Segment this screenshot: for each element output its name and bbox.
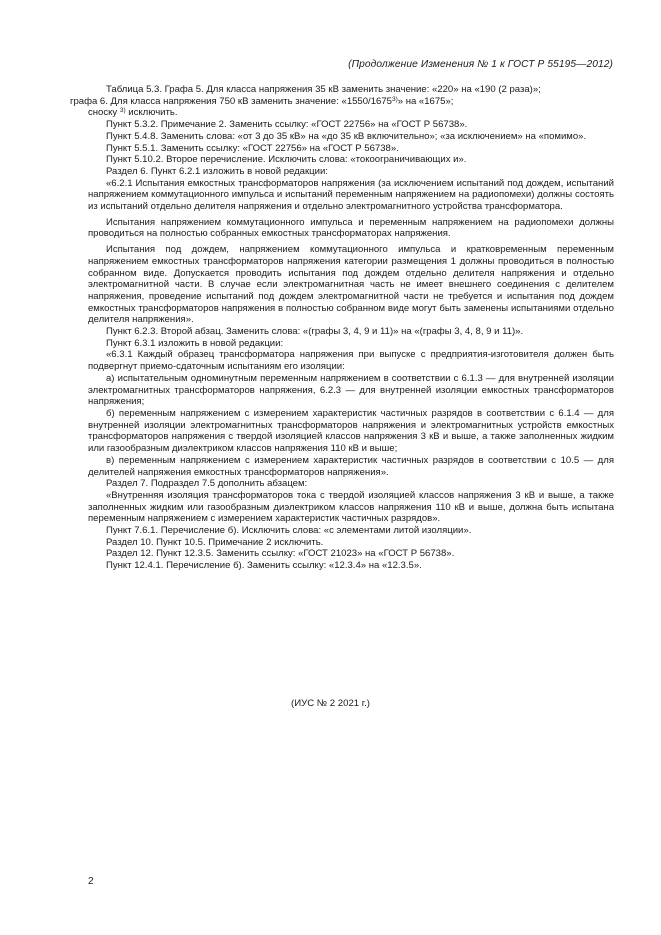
paragraph: «Внутренняя изоляция трансформаторов тока с твердой изоляцией классов напряжения 3 кВ и выше, а также заполненных жидким или газообразным диэлектриком классов напряжения 110 кВ и выше, должна быть испытана переменным напряжением с измерением характеристик частичных разрядов». <box>88 489 614 525</box>
paragraph: «6.2.1 Испытания емкостных трансформаторов напряжения (за исключением испытаний под дождем, испытаний напряжением коммутационного импульса и испытаний переменным напряжением на радиопомехи) должны состоять из испытаний отдельно делителя напряжения и отдельно электромагнитного устройства трансформатора. <box>88 177 614 213</box>
list-item-c: в) переменным напряжением с измерением характеристик частичных разрядов в соответствии с 10.5 — для делителей напряжения емкостных трансформаторов напряжения». <box>88 454 614 478</box>
list-item-b: б) переменным напряжением с измерением характеристик частичных разрядов в соответствии с 6.1.4 — для внутренней изоляции электромагнитных трансформаторов напряжения и электромагнитных устройств емкостных трансформаторов напряжения с твердой изоляцией классов напряжения 3 кВ и выше, а также заполненных жидким или газообразным диэлектриком классов напряжения 110 кВ и выше; <box>88 407 614 455</box>
footnote-ref: 3) <box>119 107 126 115</box>
paragraph: Пункт 5.10.2. Второе перечисление. Исключить слова: «токоограничивающих и». <box>106 154 467 166</box>
line-3: сноску $^{3)}$ исключить. <box>88 107 178 119</box>
paragraph: Раздел 6. Пункт 6.2.1 изложить в новой редакции: <box>106 165 328 177</box>
page-number: 2 <box>88 876 94 887</box>
paragraph-table-5-3 <box>70 84 614 119</box>
paragraph: Пункт 5.3.2. Примечание 2. Заменить ссылку: «ГОСТ 22756» на «ГОСТ Р 56738». <box>106 119 468 131</box>
paragraph: Испытания напряжением коммутационного импульса и переменным напряжением на радиопомехи должны проводиться на полностью собранных емкостных трансформаторах напряжения. <box>88 216 614 240</box>
paragraph: Пункт 7.6.1. Перечисление б). Исключить слова: «с элементами литой изоляции». <box>106 525 472 537</box>
paragraph: Пункт 5.4.8. Заменить слова: «от 3 до 35 кВ» на «до 35 кВ включительно»; «за исключением» на «помимо». <box>106 130 587 142</box>
paragraph: «6.3.1 Каждый образец трансформатора напряжения при выпуске с предприятия-изготовителя должен быть подвергнут приемо-сдаточным испытаниям его изоляции: <box>88 349 614 373</box>
paragraph: Раздел 12. Пункт 12.3.5. Заменить ссылку: «ГОСТ 21023» на «ГОСТ Р 56738». <box>106 548 455 560</box>
paragraph: Пункт 6.2.3. Второй абзац. Заменить слова: «(графы 3, 4, 9 и 11)» на «(графы 3, 4, 8, 9 и 11)». <box>106 326 524 338</box>
paragraph: Пункт 5.5.1. Заменить ссылку: «ГОСТ 22756» на «ГОСТ Р 56738». <box>106 142 399 154</box>
paragraph: Раздел 7. Подраздел 7.5 дополнить абзацем: <box>106 478 308 490</box>
paragraph: Раздел 10. Пункт 10.5. Примечание 2 исключить. <box>106 536 324 548</box>
paragraph: Пункт 12.4.1. Перечисление б). Заменить ссылку: «12.3.4» на «12.3.5». <box>106 560 422 572</box>
line-1: Таблица 5.3. Графа 5. Для класса напряжения 35 кВ заменить значение: «220» на «190 (2 раза)»; <box>106 84 541 95</box>
footnote-ref: 3) <box>391 95 398 103</box>
running-header: (Продолжение Изменения № 1 к ГОСТ Р 55195—2012) <box>348 59 613 70</box>
list-item-a: а) испытательным одноминутным переменным напряжением в соответствии с 6.1.3 — для внутренней изоляции электромагнитных трансформаторов напряжения, 6.2.3 — для внутренней изоляции емкостных трансформаторов напряжения; <box>88 372 614 408</box>
paragraph: Пункт 6.3.1 изложить в новой редакции: <box>106 337 284 349</box>
ius-reference: (ИУС № 2 2021 г.) <box>291 698 370 709</box>
paragraph: Испытания под дождем, напряжением коммутационного импульса и кратковременным переменным напряжением емкостных трансформаторов напряжения категории размещения 1 должны проводиться в полностью собранном виде. Допускается проводить испытания под дождем отдельно делителя напряжения и отдельно электромагнитной части. В случае если электромагнитная часть не имеет внешнего соединения с делителем напряжения, проведение испытаний под дождем электромагнитной части не требуется и испытания под дождем емкостных трансформаторов напряжения в полностью собранном виде могут быть заменены испытаниями отдельно делителя напряжения». <box>88 244 614 326</box>
line-2: графа 6. Для класса напряжения 750 кВ заменить значение: «1550/1675$^{3)}$» на «1675»; <box>70 95 454 107</box>
document-body <box>70 84 614 572</box>
